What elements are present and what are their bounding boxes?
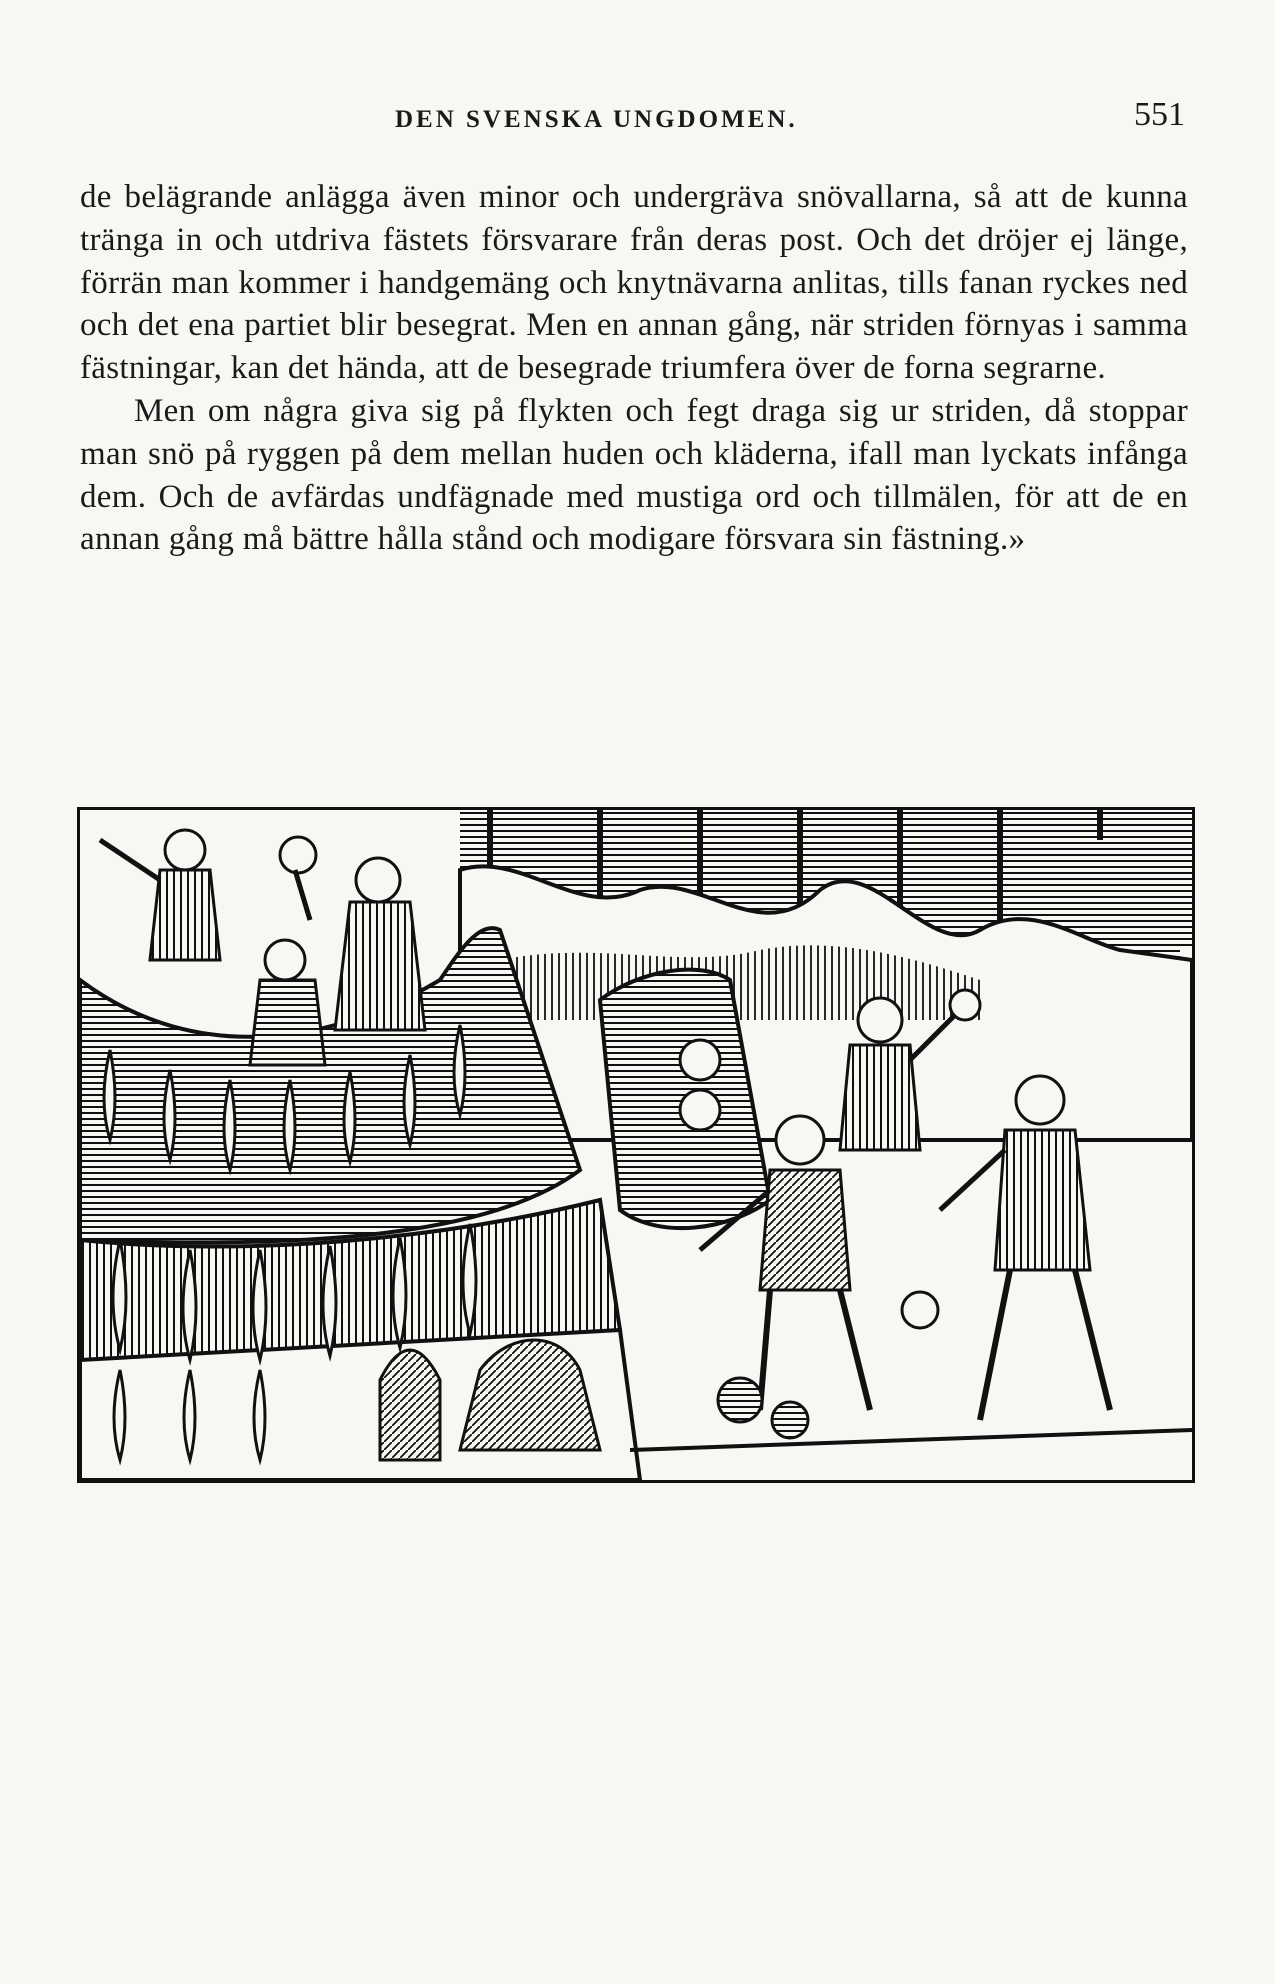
paragraph: de belägrande anlägga även minor och undergräva snövallarna, så att de kunna tränga in och utdriva fästets försvarare från deras post. Och det dröjer ej länge, förrän man kommer i handgemäng och knytnävarna anlitas, tills fanan ryckes ned och det ena partiet blir besegrat. Men en annan gång, när striden förnyas i samma fästningar, kan det hända, att de besegrade triumfera över de forna segrarne. bbox=[80, 179, 1188, 387]
body-text bbox=[80, 176, 1188, 561]
woodcut-illustration bbox=[77, 807, 1195, 1483]
page-number: 551 bbox=[1134, 96, 1185, 133]
running-title: DEN SVENSKA UNGDOMEN. bbox=[395, 106, 798, 133]
paragraph: Men om några giva sig på flykten och fegt draga sig ur striden, då stoppar man snö på ryggen på dem mellan huden och kläderna, ifall man lyckats infånga dem. Och de avfärdas undfägnade med mustiga ord och tillmälen, för att de en annan gång må bättre hålla stånd och modigare försvara sin fästning.» bbox=[80, 392, 1188, 558]
snow-fortress-woodcut bbox=[80, 810, 1192, 1480]
running-head bbox=[80, 96, 1185, 146]
ground-figures bbox=[460, 1340, 1192, 1450]
